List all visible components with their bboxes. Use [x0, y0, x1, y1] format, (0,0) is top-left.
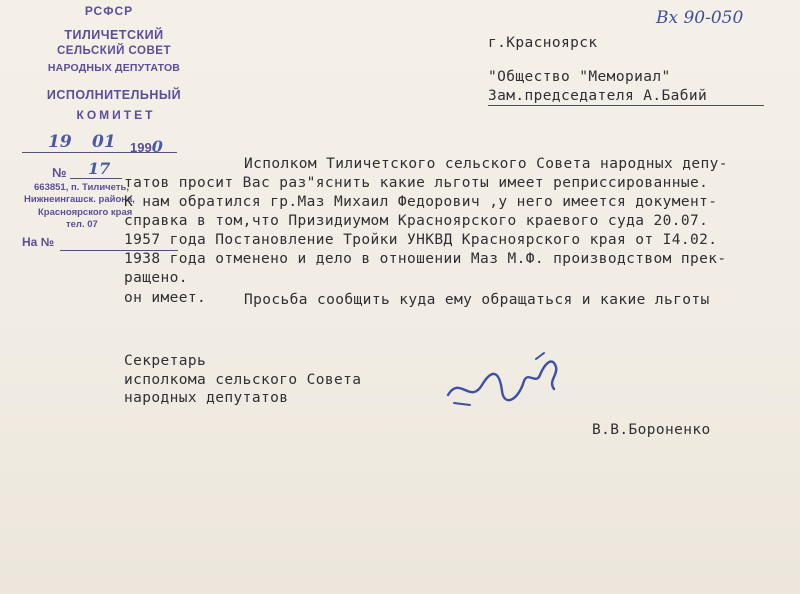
stamp-council-line3: НАРОДНЫХ ДЕПУТАТОВ — [47, 62, 181, 74]
stamp-ref-label: На № — [22, 235, 55, 249]
body-line-request-end: он имеет. — [124, 290, 207, 306]
stamp-address-line3: Красноярского края — [38, 207, 133, 218]
handwritten-signature — [440, 345, 570, 415]
stamp-committee-line1: ИСПОЛНИТЕЛЬНЫЙ — [46, 88, 182, 102]
body-line: 1938 года отменено и дело в отношении Маз М.Ф. производством прек- — [124, 251, 727, 267]
body-line: К нам обратился гр.Маз Михаил Федорович ,у него имеется документ- — [124, 194, 718, 210]
body-line: справка в том,что Призидиумом Красноярского краевого суда 20.07. — [124, 213, 709, 229]
stamp-council-line1: ТИЛИЧЕТСКИЙ — [64, 28, 164, 42]
body-line: Исполком Тиличетского сельского Совета народных депу- — [244, 156, 728, 172]
stamp-date-day: 19 — [48, 132, 72, 152]
signature-title-line2: исполкома сельского Совета — [124, 372, 362, 388]
recipient-org: "Общество "Мемориал" — [488, 69, 671, 85]
incoming-mark: Вх 90-050 — [656, 8, 744, 28]
recipient-underline — [488, 105, 764, 106]
signatory-name: В.В.Бороненко — [592, 422, 711, 438]
stamp-council-line2: СЕЛЬСКИЙ СОВЕТ — [56, 45, 172, 57]
body-line: татов просит Вас раз"яснить какие льготы имеет реприссированные. — [124, 175, 709, 191]
signature-title-line3: народных депутатов — [124, 390, 289, 406]
stamp-address-line2: Нижнеингашск. района, — [24, 194, 135, 205]
stamp-address-line4: тел. 07 — [66, 219, 98, 230]
stamp-date-year-hand: 0 — [151, 137, 163, 156]
stamp-date-year: 1990 — [130, 137, 163, 156]
recipient-city: г.Красноярск — [488, 35, 598, 51]
body-line: 1957 года Постановление Тройки УНКВД Красноярского края от I4.02. — [124, 232, 718, 248]
stamp-committee-line2: КОМИТЕТ — [76, 108, 156, 122]
body-line: ращено. — [124, 270, 188, 286]
recipient-person: Зам.председателя А.Бабий — [488, 88, 708, 104]
signature-title-line1: Секретарь — [124, 353, 207, 369]
stamp-number-label: № — [52, 165, 67, 180]
stamp-address-line1: 663851, п. Тиличеть, — [34, 182, 129, 193]
stamp-republic: РСФСР — [84, 4, 134, 18]
stamp-number-rule — [70, 178, 122, 179]
body-line-request: Просьба сообщить куда ему обращаться и какие льготы — [244, 292, 710, 308]
stamp-date-month: 01 — [92, 132, 116, 152]
stamp-number-value: 17 — [88, 159, 111, 178]
